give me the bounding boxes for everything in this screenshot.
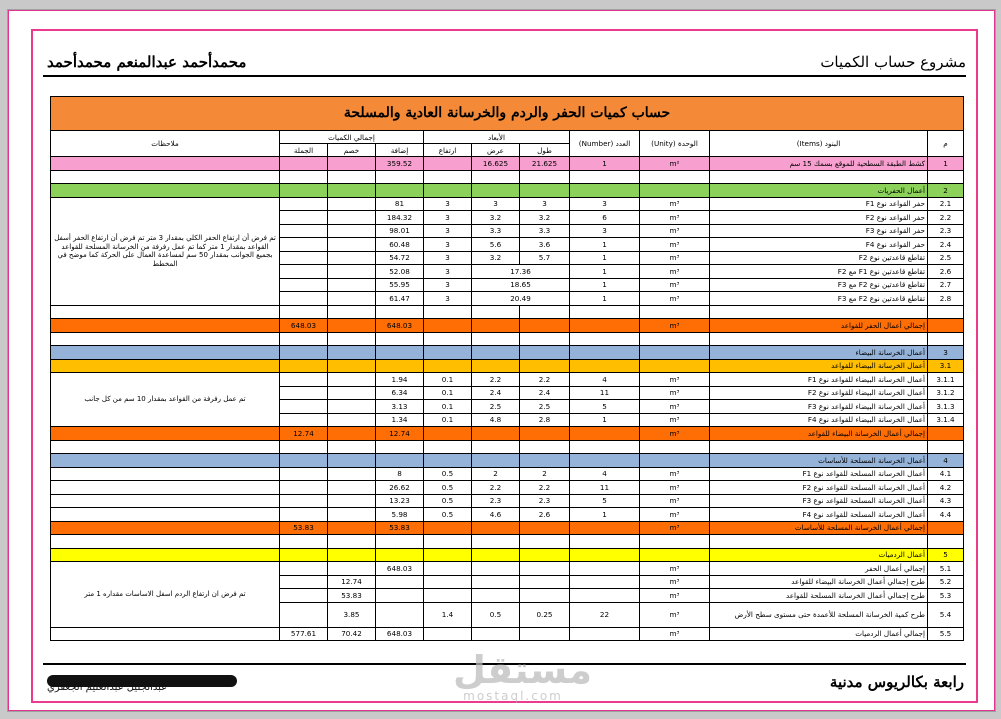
cell: m³ bbox=[640, 292, 710, 306]
cell: m³ bbox=[640, 627, 710, 641]
cell: m³ bbox=[640, 575, 710, 589]
cell: 2.2 bbox=[472, 481, 520, 495]
cell: m² bbox=[640, 157, 710, 171]
cell: 0.5 bbox=[424, 508, 472, 522]
cell: 184.32 bbox=[376, 211, 424, 225]
cell: 648.03 bbox=[376, 627, 424, 641]
cell: 4 bbox=[928, 454, 964, 468]
col-number: العدد (Number) bbox=[570, 131, 640, 157]
cell: 3 bbox=[424, 238, 472, 252]
empty-row bbox=[51, 305, 964, 319]
author-name: محمدأحمد عبدالمنعم محمدأحمد bbox=[47, 53, 247, 71]
cell: m³ bbox=[640, 481, 710, 495]
cell: 2.4 bbox=[520, 386, 570, 400]
cell: m³ bbox=[640, 562, 710, 576]
cell: أعمال الخرسانة المسلحة للأساسات bbox=[710, 454, 928, 468]
col-items: البنود (Items) bbox=[710, 131, 928, 157]
cell: إجمالي أعمال الردميات bbox=[710, 627, 928, 641]
col-unit: الوحدة (Unity) bbox=[640, 131, 710, 157]
cell: إجمالي أعمال الخرسانة البيضاء للقواعد bbox=[710, 427, 928, 441]
cell: 5 bbox=[570, 400, 640, 414]
sheet-title: حساب كميات الحفر والردم والخرسانة العادية والمسلحة bbox=[51, 97, 964, 131]
cell: 0.1 bbox=[424, 386, 472, 400]
cell: 648.03 bbox=[280, 319, 328, 333]
cell: 12.74 bbox=[376, 427, 424, 441]
cell: m³ bbox=[640, 373, 710, 387]
cell: أعمال الخرسانة البيضاء للقواعد bbox=[710, 359, 928, 373]
cell: 5.98 bbox=[376, 508, 424, 522]
header-row-1 bbox=[51, 131, 964, 144]
cell: 53.83 bbox=[376, 521, 424, 535]
cell: 1.34 bbox=[376, 413, 424, 427]
cell: 21.625 bbox=[520, 157, 570, 171]
cell: 0.5 bbox=[472, 602, 520, 627]
table-row bbox=[51, 508, 964, 522]
cell: 2.4 bbox=[472, 386, 520, 400]
cell: m³ bbox=[640, 467, 710, 481]
cell: 17.36 bbox=[472, 265, 570, 279]
cell: 1 bbox=[570, 292, 640, 306]
cell: m³ bbox=[640, 319, 710, 333]
col-hgt: ارتفاع bbox=[424, 144, 472, 157]
cell: 11 bbox=[570, 386, 640, 400]
cell: 2.2 bbox=[928, 211, 964, 225]
cell: أعمال الخرسانة البيضاء للقواعد نوع F1 bbox=[710, 373, 928, 387]
col-notes: ملاحظات bbox=[51, 131, 280, 157]
project-title: مشروع حساب الكميات bbox=[820, 53, 966, 71]
cell: m³ bbox=[640, 427, 710, 441]
cell: 2.2 bbox=[520, 481, 570, 495]
cell: حفر القواعد نوع F2 bbox=[710, 211, 928, 225]
cell: 22 bbox=[570, 602, 640, 627]
cell: 1.94 bbox=[376, 373, 424, 387]
cell: 2.5 bbox=[520, 400, 570, 414]
cell: أعمال الخرسانة البيضاء للقواعد نوع F3 bbox=[710, 400, 928, 414]
cell: أعمال الخرسانة المسلحة للقواعد نوع F4 bbox=[710, 508, 928, 522]
cell: 2.4 bbox=[928, 238, 964, 252]
cell: 3.13 bbox=[376, 400, 424, 414]
cell: m³ bbox=[640, 197, 710, 211]
cell: 3.2 bbox=[520, 211, 570, 225]
table-row bbox=[51, 373, 964, 387]
cell: 4.2 bbox=[928, 481, 964, 495]
cell: تقاطع قاعدتين نوع F2 مع F3 bbox=[710, 278, 928, 292]
col-len: طول bbox=[520, 144, 570, 157]
cell: 5.4 bbox=[928, 602, 964, 627]
cell: 648.03 bbox=[376, 562, 424, 576]
col-sub: خصم bbox=[328, 144, 376, 157]
cell: 2.6 bbox=[928, 265, 964, 279]
cell: 5.3 bbox=[928, 589, 964, 603]
cell: 1.4 bbox=[424, 602, 472, 627]
cell: 1 bbox=[570, 508, 640, 522]
cell: m³ bbox=[640, 265, 710, 279]
cell: 5 bbox=[928, 548, 964, 562]
cell: m³ bbox=[640, 224, 710, 238]
cell: 6.34 bbox=[376, 386, 424, 400]
cell: طرح كمية الخرسانة المسلحة للأعمدة حتى مستوى سطح الأرض bbox=[710, 602, 928, 627]
cell: 0.5 bbox=[424, 467, 472, 481]
cell: m³ bbox=[640, 400, 710, 414]
cell: 3 bbox=[424, 211, 472, 225]
cell: 5.1 bbox=[928, 562, 964, 576]
cell: 3 bbox=[472, 197, 520, 211]
cell: 3 bbox=[570, 224, 640, 238]
total-row bbox=[51, 319, 964, 333]
cell: 5 bbox=[570, 494, 640, 508]
cell: حفر القواعد نوع F1 bbox=[710, 197, 928, 211]
empty-row bbox=[51, 332, 964, 346]
cell: 52.08 bbox=[376, 265, 424, 279]
table-row bbox=[51, 197, 964, 211]
cell: 2.3 bbox=[472, 494, 520, 508]
cell bbox=[51, 157, 280, 171]
cell: أعمال الخرسانة المسلحة للقواعد نوع F2 bbox=[710, 481, 928, 495]
quantities-sheet bbox=[50, 96, 963, 641]
section-row bbox=[51, 548, 964, 562]
empty-row bbox=[51, 170, 964, 184]
section-row bbox=[51, 454, 964, 468]
title-row bbox=[51, 97, 964, 131]
cell: كشط الطبقة السطحية للموقع بسمك 15 سم bbox=[710, 157, 928, 171]
cell: تقاطع قاعدتين نوع F1 مع F2 bbox=[710, 265, 928, 279]
cell: 6 bbox=[570, 211, 640, 225]
cell: 3 bbox=[424, 292, 472, 306]
cell: 5.6 bbox=[472, 238, 520, 252]
cell: 3.1 bbox=[928, 359, 964, 373]
col-net: الجملة bbox=[280, 144, 328, 157]
cell: حفر القواعد نوع F3 bbox=[710, 224, 928, 238]
cell: حفر القواعد نوع F4 bbox=[710, 238, 928, 252]
cell: 4 bbox=[570, 467, 640, 481]
cell: 2.3 bbox=[520, 494, 570, 508]
cell: 3 bbox=[424, 224, 472, 238]
cell: 18.65 bbox=[472, 278, 570, 292]
cell: 0.5 bbox=[424, 494, 472, 508]
cell: 2.3 bbox=[928, 224, 964, 238]
cell: 3.1.3 bbox=[928, 400, 964, 414]
cell: 98.01 bbox=[376, 224, 424, 238]
cell: 1 bbox=[928, 157, 964, 171]
cell: 2.2 bbox=[520, 373, 570, 387]
cell: 3 bbox=[520, 197, 570, 211]
cell: 5.5 bbox=[928, 627, 964, 641]
cell: طرح إجمالي أعمال الخرسانة البيضاء للقواعد bbox=[710, 575, 928, 589]
cell: 577.61 bbox=[280, 627, 328, 641]
cell: 3 bbox=[424, 278, 472, 292]
watermark-arabic: مستقل bbox=[453, 648, 592, 692]
cell: 3.1.1 bbox=[928, 373, 964, 387]
cell: أعمال الخرسانة البيضاء bbox=[710, 346, 928, 360]
cell: 13.23 bbox=[376, 494, 424, 508]
note-plain-concrete: تم عمل رفرفة من القواعد بمقدار 10 سم من كل جانب bbox=[51, 373, 280, 427]
cell: 3 bbox=[570, 197, 640, 211]
cell: m³ bbox=[640, 589, 710, 603]
cell: طرح إجمالي أعمال الخرسانة المسلحة للقواعد bbox=[710, 589, 928, 603]
cell: 2.5 bbox=[472, 400, 520, 414]
cell: 12.74 bbox=[328, 575, 376, 589]
cell: 3.6 bbox=[520, 238, 570, 252]
cell: 5.7 bbox=[520, 251, 570, 265]
table-row bbox=[51, 494, 964, 508]
note-excavation: تم فرض أن ارتفاع الحفر الكلي بمقدار 3 متر تم فرض أن ارتفاع الحفر أسفل القواعد بمقدار 1 متر كما تم عمل رفرفة من الخرسانة المسلحة للقواعد بجميع الجوانب بمقدار 50 سم لمساعدة العمال على الحركة كما موضح في المخطط bbox=[51, 197, 280, 305]
cell: 2 bbox=[472, 467, 520, 481]
table-row bbox=[51, 157, 964, 171]
cell: 0.1 bbox=[424, 400, 472, 414]
cell: 61.47 bbox=[376, 292, 424, 306]
cell: 3 bbox=[424, 197, 472, 211]
total-row bbox=[51, 427, 964, 441]
empty-row bbox=[51, 535, 964, 549]
cell: 359.52 bbox=[376, 157, 424, 171]
cell: 4.6 bbox=[472, 508, 520, 522]
table-row bbox=[51, 562, 964, 576]
cell: إجمالي أعمال الخرسانة المسلحة للأساسات bbox=[710, 521, 928, 535]
cell: m³ bbox=[640, 494, 710, 508]
cell: 4.8 bbox=[472, 413, 520, 427]
cell: 3.3 bbox=[472, 224, 520, 238]
cell: 2.1 bbox=[928, 197, 964, 211]
cell: 54.72 bbox=[376, 251, 424, 265]
watermark-url: mostaql.com bbox=[463, 689, 563, 703]
watermark bbox=[453, 648, 592, 703]
table-row bbox=[51, 627, 964, 641]
cell: 26.62 bbox=[376, 481, 424, 495]
cell: 1 bbox=[570, 157, 640, 171]
cell: 3.85 bbox=[328, 602, 376, 627]
section-row bbox=[51, 184, 964, 198]
cell: 12.74 bbox=[280, 427, 328, 441]
cell: 0.25 bbox=[520, 602, 570, 627]
cell: 53.83 bbox=[328, 589, 376, 603]
cell: m³ bbox=[640, 251, 710, 265]
cell: m³ bbox=[640, 211, 710, 225]
cell: 4.3 bbox=[928, 494, 964, 508]
cell: m³ bbox=[640, 238, 710, 252]
cell: 4.4 bbox=[928, 508, 964, 522]
cell: أعمال الخرسانة البيضاء للقواعد نوع F4 bbox=[710, 413, 928, 427]
cell: 2.2 bbox=[472, 373, 520, 387]
redacted-signature bbox=[47, 675, 237, 693]
cell: m³ bbox=[640, 386, 710, 400]
cell: 4.1 bbox=[928, 467, 964, 481]
cell bbox=[280, 157, 328, 171]
quantities-table bbox=[50, 96, 964, 641]
cell: إجمالي أعمال الحفر للقواعد bbox=[710, 319, 928, 333]
cell: 5.2 bbox=[928, 575, 964, 589]
cell bbox=[328, 157, 376, 171]
cell: إجمالي أعمال الحفر bbox=[710, 562, 928, 576]
col-totals: إجمالي الكميات bbox=[280, 131, 424, 144]
cell: 1 bbox=[570, 265, 640, 279]
cell: 70.42 bbox=[328, 627, 376, 641]
cell: 2.8 bbox=[928, 292, 964, 306]
section-row bbox=[51, 346, 964, 360]
cell: 16.625 bbox=[472, 157, 520, 171]
col-wid: عرض bbox=[472, 144, 520, 157]
footer-level: رابعة بكالريوس مدنية bbox=[829, 673, 964, 691]
cell: 2.7 bbox=[928, 278, 964, 292]
cell: 0.1 bbox=[424, 413, 472, 427]
cell: 2 bbox=[928, 184, 964, 198]
cell: m³ bbox=[640, 508, 710, 522]
header-rule bbox=[43, 75, 966, 77]
empty-row bbox=[51, 440, 964, 454]
cell: تقاطع قاعدتين نوع F2 bbox=[710, 251, 928, 265]
table-row bbox=[51, 467, 964, 481]
col-dims: الأبعاد bbox=[424, 131, 570, 144]
col-add: إضافة bbox=[376, 144, 424, 157]
section-row bbox=[51, 359, 964, 373]
cell: 648.03 bbox=[376, 319, 424, 333]
cell: 3 bbox=[424, 251, 472, 265]
cell: 0.5 bbox=[424, 481, 472, 495]
cell: 3.2 bbox=[472, 251, 520, 265]
cell: 0.1 bbox=[424, 373, 472, 387]
cell: 55.95 bbox=[376, 278, 424, 292]
cell: أعمال الخرسانة المسلحة للقواعد نوع F1 bbox=[710, 467, 928, 481]
col-m: م bbox=[928, 131, 964, 157]
cell: تقاطع قاعدتين نوع F2 مع F3 bbox=[710, 292, 928, 306]
cell: 3.2 bbox=[472, 211, 520, 225]
cell: 81 bbox=[376, 197, 424, 211]
cell: m³ bbox=[640, 602, 710, 627]
cell: 1 bbox=[570, 238, 640, 252]
cell: 3.1.2 bbox=[928, 386, 964, 400]
cell: أعمال الخرسانة المسلحة للقواعد نوع F3 bbox=[710, 494, 928, 508]
cell: 2.5 bbox=[928, 251, 964, 265]
cell: 4 bbox=[570, 373, 640, 387]
redacted-text: عبدالجليل عبدالعليم الجعفري bbox=[47, 682, 168, 693]
cell: أعمال الحفريات bbox=[710, 184, 928, 198]
cell: 2.6 bbox=[520, 508, 570, 522]
table-row bbox=[51, 481, 964, 495]
cell: 3.1.4 bbox=[928, 413, 964, 427]
cell: 1 bbox=[570, 278, 640, 292]
cell: 3.3 bbox=[520, 224, 570, 238]
cell: أعمال الخرسانة البيضاء للقواعد نوع F2 bbox=[710, 386, 928, 400]
cell: أعمال الردميات bbox=[710, 548, 928, 562]
cell: 1 bbox=[570, 251, 640, 265]
cell: m³ bbox=[640, 521, 710, 535]
cell: 3 bbox=[424, 265, 472, 279]
cell: 60.48 bbox=[376, 238, 424, 252]
cell: 20.49 bbox=[472, 292, 570, 306]
cell: 2 bbox=[520, 467, 570, 481]
cell: 8 bbox=[376, 467, 424, 481]
cell: 1 bbox=[570, 413, 640, 427]
cell: m³ bbox=[640, 413, 710, 427]
cell: 2.8 bbox=[520, 413, 570, 427]
cell: 11 bbox=[570, 481, 640, 495]
cell bbox=[424, 157, 472, 171]
total-row bbox=[51, 521, 964, 535]
page-frame bbox=[8, 10, 995, 711]
cell: 3 bbox=[928, 346, 964, 360]
cell: m³ bbox=[640, 278, 710, 292]
cell: 53.83 bbox=[280, 521, 328, 535]
note-backfill: تم فرض ان ارتفاع الردم اسفل الاساسات مقداره 1 متر bbox=[51, 562, 280, 628]
